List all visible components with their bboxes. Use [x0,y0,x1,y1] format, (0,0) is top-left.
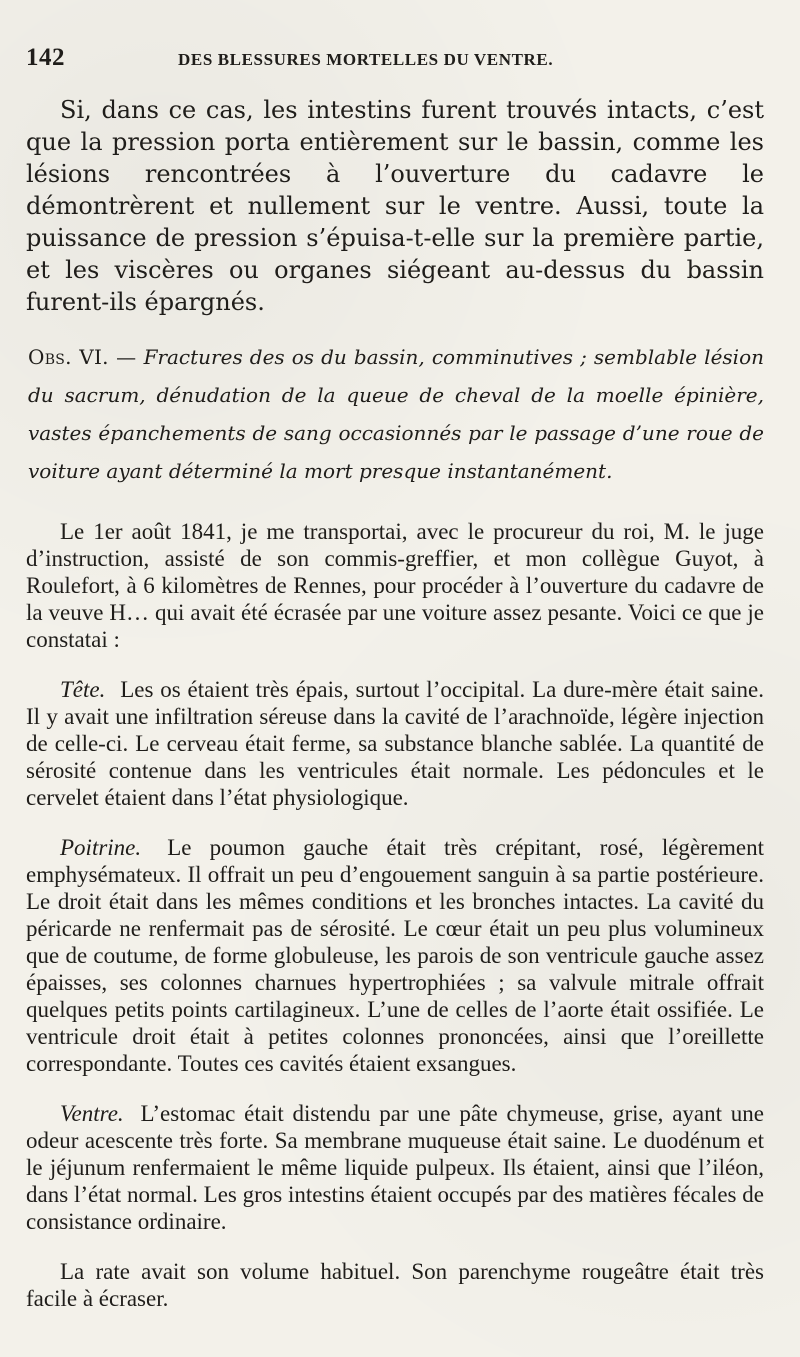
observation-label: Obs. VI. — [28,345,137,369]
section-text-ventre: L’estomac était distendu par une pâte chymeuse, grise, ayant une odeur acescente très forte. Sa membrane muqueuse était saine. Le duodénum et le jéjunum renfermaient le même liquide pulpeux. Ils étaient, ainsi que l’iléon, dans l’état normal. Les gros intestins étaient occupés par des matières fécales de consistance ordinaire. [26,1101,764,1234]
intro-paragraph: Si, dans ce cas, les intestins furent trouvés intacts, c’est que la pression porta entièrement sur le bassin, comme les lésions rencontrées à l’ouverture du cadavre le démontrèrent et nullement sur le ventre. Aussi, toute la puissance de pression s’épuisa-t-elle sur la première partie, et les viscères ou organes siégeant au-dessus du bassin furent-ils épargnés. [26,96,764,316]
section-title-ventre: Ventre. [60,1101,124,1126]
section-title-tete: Tête. [60,677,106,702]
section-text-tete: Les os étaient très épais, surtout l’occipital. La dure-mère était saine. Il y avait une infiltration séreuse dans la cavité de l’arachnoïde, légère injection de celle-ci. Le cerveau était ferme, sa substance blanche sablée. La quantité de sérosité contenue dans les ventricules était normale. Les pédoncules et le cervelet étaient dans l’état physiologique. [26,677,764,810]
opening-paragraph: Le 1er août 1841, je me transportai, avec le procureur du roi, M. le juge d’instruction, assisté de son commis-greffier, et mon collègue Guyot, à Roulefort, à 6 kilomètres de Rennes, pour procéder à l’ouverture du cadavre de la veuve H… qui avait été écrasée par une voiture assez pesante. Voici ce que je constatai : [26,519,764,652]
section-tete [26,676,764,811]
running-head: DES BLESSURES MORTELLES DU VENTRE. [178,50,554,69]
section-ventre [26,1100,764,1235]
page-header [26,44,764,78]
final-paragraph: La rate avait son volume habituel. Son parenchyme rougeâtre était très facile à écraser. [26,1259,764,1311]
page-number: 142 [26,44,65,71]
observation-heading [26,338,764,490]
section-poitrine [26,834,764,1077]
observation-text: Fractures des os du bassin, comminutives ; semblable lésion du sacrum, dénudation de la queue de cheval de la moelle épinière, vastes épanchements de sang occasionnés par le passage d’une roue de voiture ayant déterminé la mort presque instantanément. [28,345,764,483]
section-text-poitrine: Le poumon gauche était très crépitant, rosé, légèrement emphysémateux. Il offrait un peu d’engouement sanguin à sa partie postérieure. Le droit était dans les mêmes conditions et les bronches intactes. La cavité du péricarde ne renfermait pas de sérosité. Le cœur était un peu plus volumineux que de coutume, de forme globuleuse, les parois de son ventricule gauche assez épaisses, ses colonnes charnues hypertrophiées ; sa valvule mitrale offrait quelques petits points cartilagineux. L’une de celles de l’aorte était ossifiée. Le ventricule droit était à petites colonnes prononcées, ainsi que l’oreillette correspondante. Toutes ces cavités étaient exsangues. [26,835,764,1076]
section-title-poitrine: Poitrine. [60,835,142,860]
